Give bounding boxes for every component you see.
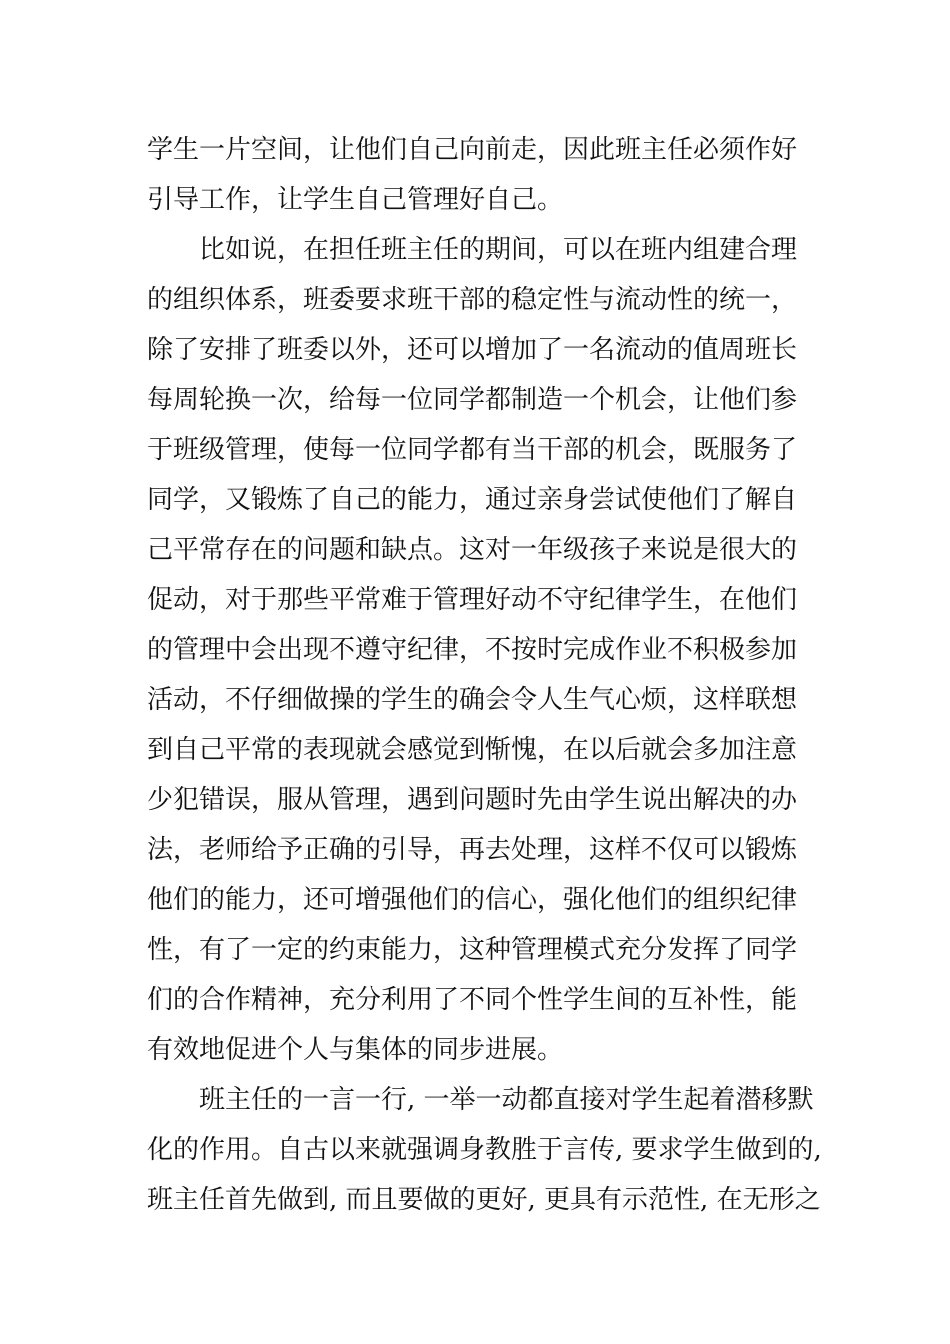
text-line: 促动，对于那些平常难于管理好动不守纪律学生，在他们 bbox=[147, 585, 798, 615]
text-line: 引导工作，让学生自己管理好自己。 bbox=[147, 185, 564, 215]
text-line: 活动，不仔细做操的学生的确会令人生气心烦，这样联想 bbox=[147, 685, 798, 715]
text-line: 班主任的一言一行, 一举一动都直接对学生起着潜移默 bbox=[147, 1085, 814, 1115]
text-line: 的组织体系，班委要求班干部的稳定性与流动性的统一， bbox=[147, 285, 798, 315]
text-line: 班主任首先做到, 而且要做的更好, 更具有示范性, 在无形之 bbox=[147, 1185, 821, 1215]
text-line: 除了安排了班委以外，还可以增加了一名流动的值周班长 bbox=[147, 335, 798, 365]
text-line: 每周轮换一次，给每一位同学都制造一个机会，让他们参 bbox=[147, 385, 798, 415]
text-line: 他们的能力，还可增强他们的信心，强化他们的组织纪律 bbox=[147, 885, 798, 915]
text-line: 法，老师给予正确的引导，再去处理，这样不仅可以锻炼 bbox=[147, 835, 798, 865]
text-line: 化的作用。自古以来就强调身教胜于言传, 要求学生做到的, bbox=[147, 1135, 822, 1165]
text-line: 们的合作精神，充分利用了不同个性学生间的互补性，能 bbox=[147, 985, 798, 1015]
text-line: 学生一片空间，让他们自己向前走，因此班主任必须作好 bbox=[147, 135, 798, 165]
text-line: 比如说，在担任班主任的期间，可以在班内组建合理 bbox=[147, 235, 798, 265]
text-line: 同学，又锻炼了自己的能力，通过亲身尝试使他们了解自 bbox=[147, 485, 798, 515]
text-line: 于班级管理，使每一位同学都有当干部的机会，既服务了 bbox=[147, 435, 798, 465]
document-body bbox=[147, 125, 822, 1225]
text-line: 到自己平常的表现就会感觉到惭愧，在以后就会多加注意 bbox=[147, 735, 798, 765]
text-line: 己平常存在的问题和缺点。这对一年级孩子来说是很大的 bbox=[147, 535, 798, 565]
text-line: 有效地促进个人与集体的同步进展。 bbox=[147, 1035, 564, 1065]
text-line: 少犯错误，服从管理，遇到问题时先由学生说出解决的办 bbox=[147, 785, 798, 815]
text-line: 性，有了一定的约束能力，这种管理模式充分发挥了同学 bbox=[147, 935, 798, 965]
text-line: 的管理中会出现不遵守纪律，不按时完成作业不积极参加 bbox=[147, 635, 798, 665]
